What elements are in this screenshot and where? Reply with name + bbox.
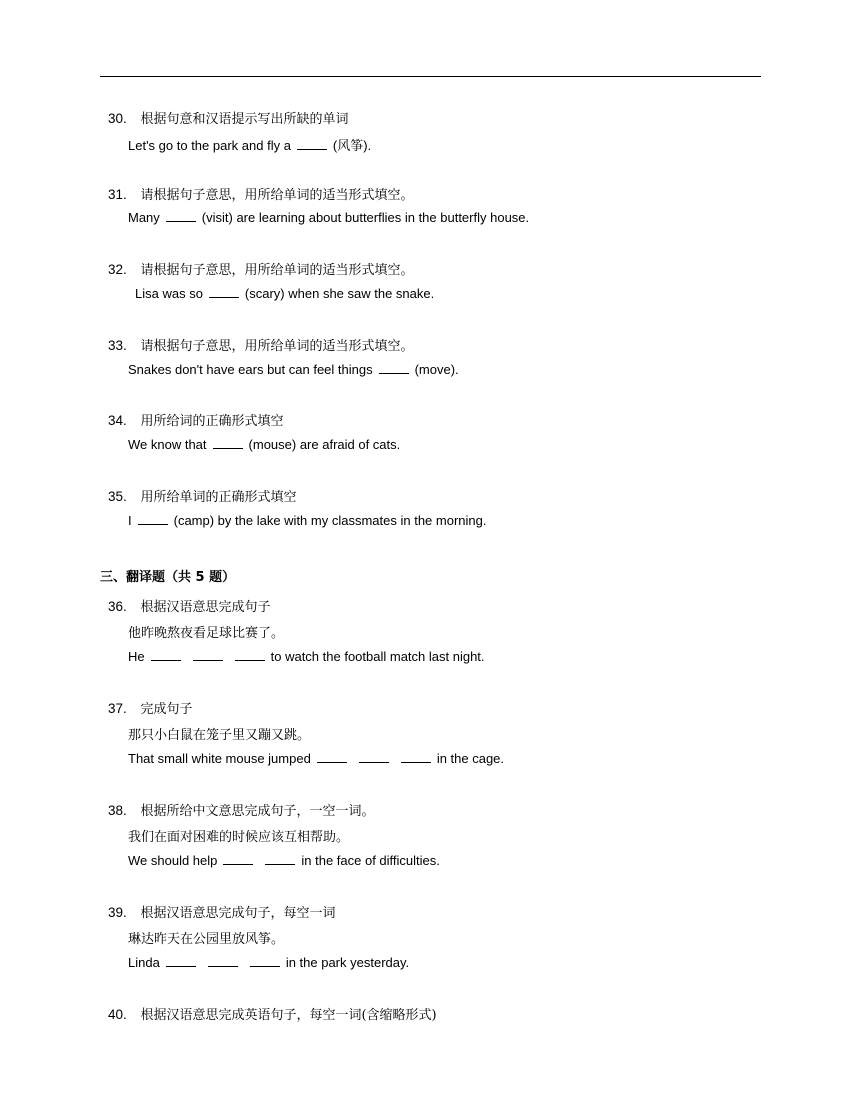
question-35 bbox=[108, 486, 768, 506]
question-33 bbox=[108, 335, 768, 355]
sentence-before: Linda bbox=[128, 955, 160, 970]
sentence-before: He bbox=[128, 649, 145, 664]
question-39 bbox=[108, 902, 768, 922]
sentence-after: (mouse) are afraid of cats. bbox=[248, 437, 401, 452]
answer-blank[interactable] bbox=[379, 363, 409, 374]
question-number: 36. bbox=[108, 599, 127, 614]
question-instruction: 根据汉语意思完成句子，每空一词 bbox=[140, 906, 336, 921]
answer-blank[interactable] bbox=[317, 752, 347, 763]
answer-blank[interactable] bbox=[250, 956, 280, 967]
answer-blank[interactable] bbox=[208, 956, 238, 967]
question-instruction: 请根据句子意思，用所给单词的适当形式填空。 bbox=[140, 339, 414, 354]
answer-blank[interactable] bbox=[235, 650, 265, 661]
question-32 bbox=[108, 259, 768, 279]
question-number: 30. bbox=[108, 111, 127, 126]
question-number: 34. bbox=[108, 413, 127, 428]
sentence-after: in the face of difficulties. bbox=[301, 853, 440, 868]
answer-blank[interactable] bbox=[213, 438, 243, 449]
question-sentence bbox=[128, 853, 440, 868]
question-sentence bbox=[128, 751, 504, 766]
sentence-before: We know that bbox=[128, 437, 207, 452]
chinese-sentence: 他昨晚熬夜看足球比赛了。 bbox=[128, 626, 285, 641]
sentence-after: (camp) by the lake with my classmates in the morning. bbox=[173, 513, 487, 528]
sentence-after: (visit) are learning about butterflies in the butterfly house. bbox=[201, 210, 530, 225]
question-number: 39. bbox=[108, 905, 127, 920]
answer-blank[interactable] bbox=[401, 752, 431, 763]
question-37 bbox=[108, 698, 768, 718]
section-heading: 三、翻译题（共 5 题） bbox=[100, 570, 236, 585]
sentence-after: (move). bbox=[414, 362, 459, 377]
question-sentence bbox=[128, 437, 400, 452]
answer-blank[interactable] bbox=[166, 211, 196, 222]
question-number: 32. bbox=[108, 262, 127, 277]
question-number: 40. bbox=[108, 1007, 127, 1022]
question-38 bbox=[108, 800, 768, 820]
question-instruction: 根据汉语意思完成句子 bbox=[140, 600, 271, 615]
question-number: 31. bbox=[108, 187, 127, 202]
sentence-before: Let's go to the park and fly a bbox=[128, 138, 291, 153]
question-number: 35. bbox=[108, 489, 127, 504]
question-sentence bbox=[128, 210, 529, 225]
answer-blank[interactable] bbox=[151, 650, 181, 661]
question-instruction: 用所给单词的正确形式填空 bbox=[140, 490, 297, 505]
question-instruction: 请根据句子意思，用所给单词的适当形式填空。 bbox=[140, 263, 414, 278]
sentence-after: to watch the football match last night. bbox=[270, 649, 485, 664]
sentence-before: Snakes don't have ears but can feel things bbox=[128, 362, 373, 377]
question-sentence bbox=[128, 649, 485, 664]
question-instruction: 根据汉语意思完成英语句子，每空一词(含缩略形式) bbox=[140, 1008, 437, 1023]
answer-blank[interactable] bbox=[297, 139, 327, 150]
question-instruction: 用所给词的正确形式填空 bbox=[140, 414, 284, 429]
question-sentence bbox=[128, 362, 459, 377]
answer-blank[interactable] bbox=[223, 854, 253, 865]
sentence-after: in the cage. bbox=[436, 751, 505, 766]
sentence-after: (scary) when she saw the snake. bbox=[244, 286, 435, 301]
sentence-before: That small white mouse jumped bbox=[128, 751, 311, 766]
question-sentence bbox=[135, 286, 434, 301]
header-rule bbox=[100, 76, 761, 77]
chinese-sentence: 琳达昨天在公园里放风筝。 bbox=[128, 932, 285, 947]
chinese-sentence: 那只小白鼠在笼子里又蹦又跳。 bbox=[128, 728, 311, 743]
question-30 bbox=[108, 108, 768, 128]
question-instruction: 根据所给中文意思完成句子，一空一词。 bbox=[140, 804, 375, 819]
question-instruction: 请根据句子意思，用所给单词的适当形式填空。 bbox=[140, 188, 414, 203]
question-34 bbox=[108, 410, 768, 430]
answer-blank[interactable] bbox=[193, 650, 223, 661]
question-sentence bbox=[128, 955, 409, 970]
question-number: 37. bbox=[108, 701, 127, 716]
answer-blank[interactable] bbox=[166, 956, 196, 967]
answer-blank[interactable] bbox=[138, 514, 168, 525]
sentence-before: Lisa was so bbox=[135, 286, 203, 301]
question-36 bbox=[108, 596, 768, 616]
question-instruction: 完成句子 bbox=[140, 702, 193, 717]
sentence-before: Many bbox=[128, 210, 160, 225]
chinese-sentence: 我们在面对困难的时候应该互相帮助。 bbox=[128, 830, 350, 845]
question-number: 38. bbox=[108, 803, 127, 818]
sentence-before: We should help bbox=[128, 853, 218, 868]
question-number: 33. bbox=[108, 338, 127, 353]
sentence-after: (风筝). bbox=[332, 138, 372, 153]
question-sentence bbox=[128, 513, 486, 528]
question-sentence bbox=[128, 135, 371, 154]
answer-blank[interactable] bbox=[265, 854, 295, 865]
question-40 bbox=[108, 1004, 768, 1024]
answer-blank[interactable] bbox=[209, 287, 239, 298]
sentence-after: in the park yesterday. bbox=[285, 955, 410, 970]
question-instruction: 根据句意和汉语提示写出所缺的单词 bbox=[140, 112, 349, 127]
question-31 bbox=[108, 184, 768, 204]
sentence-before: I bbox=[128, 513, 132, 528]
answer-blank[interactable] bbox=[359, 752, 389, 763]
